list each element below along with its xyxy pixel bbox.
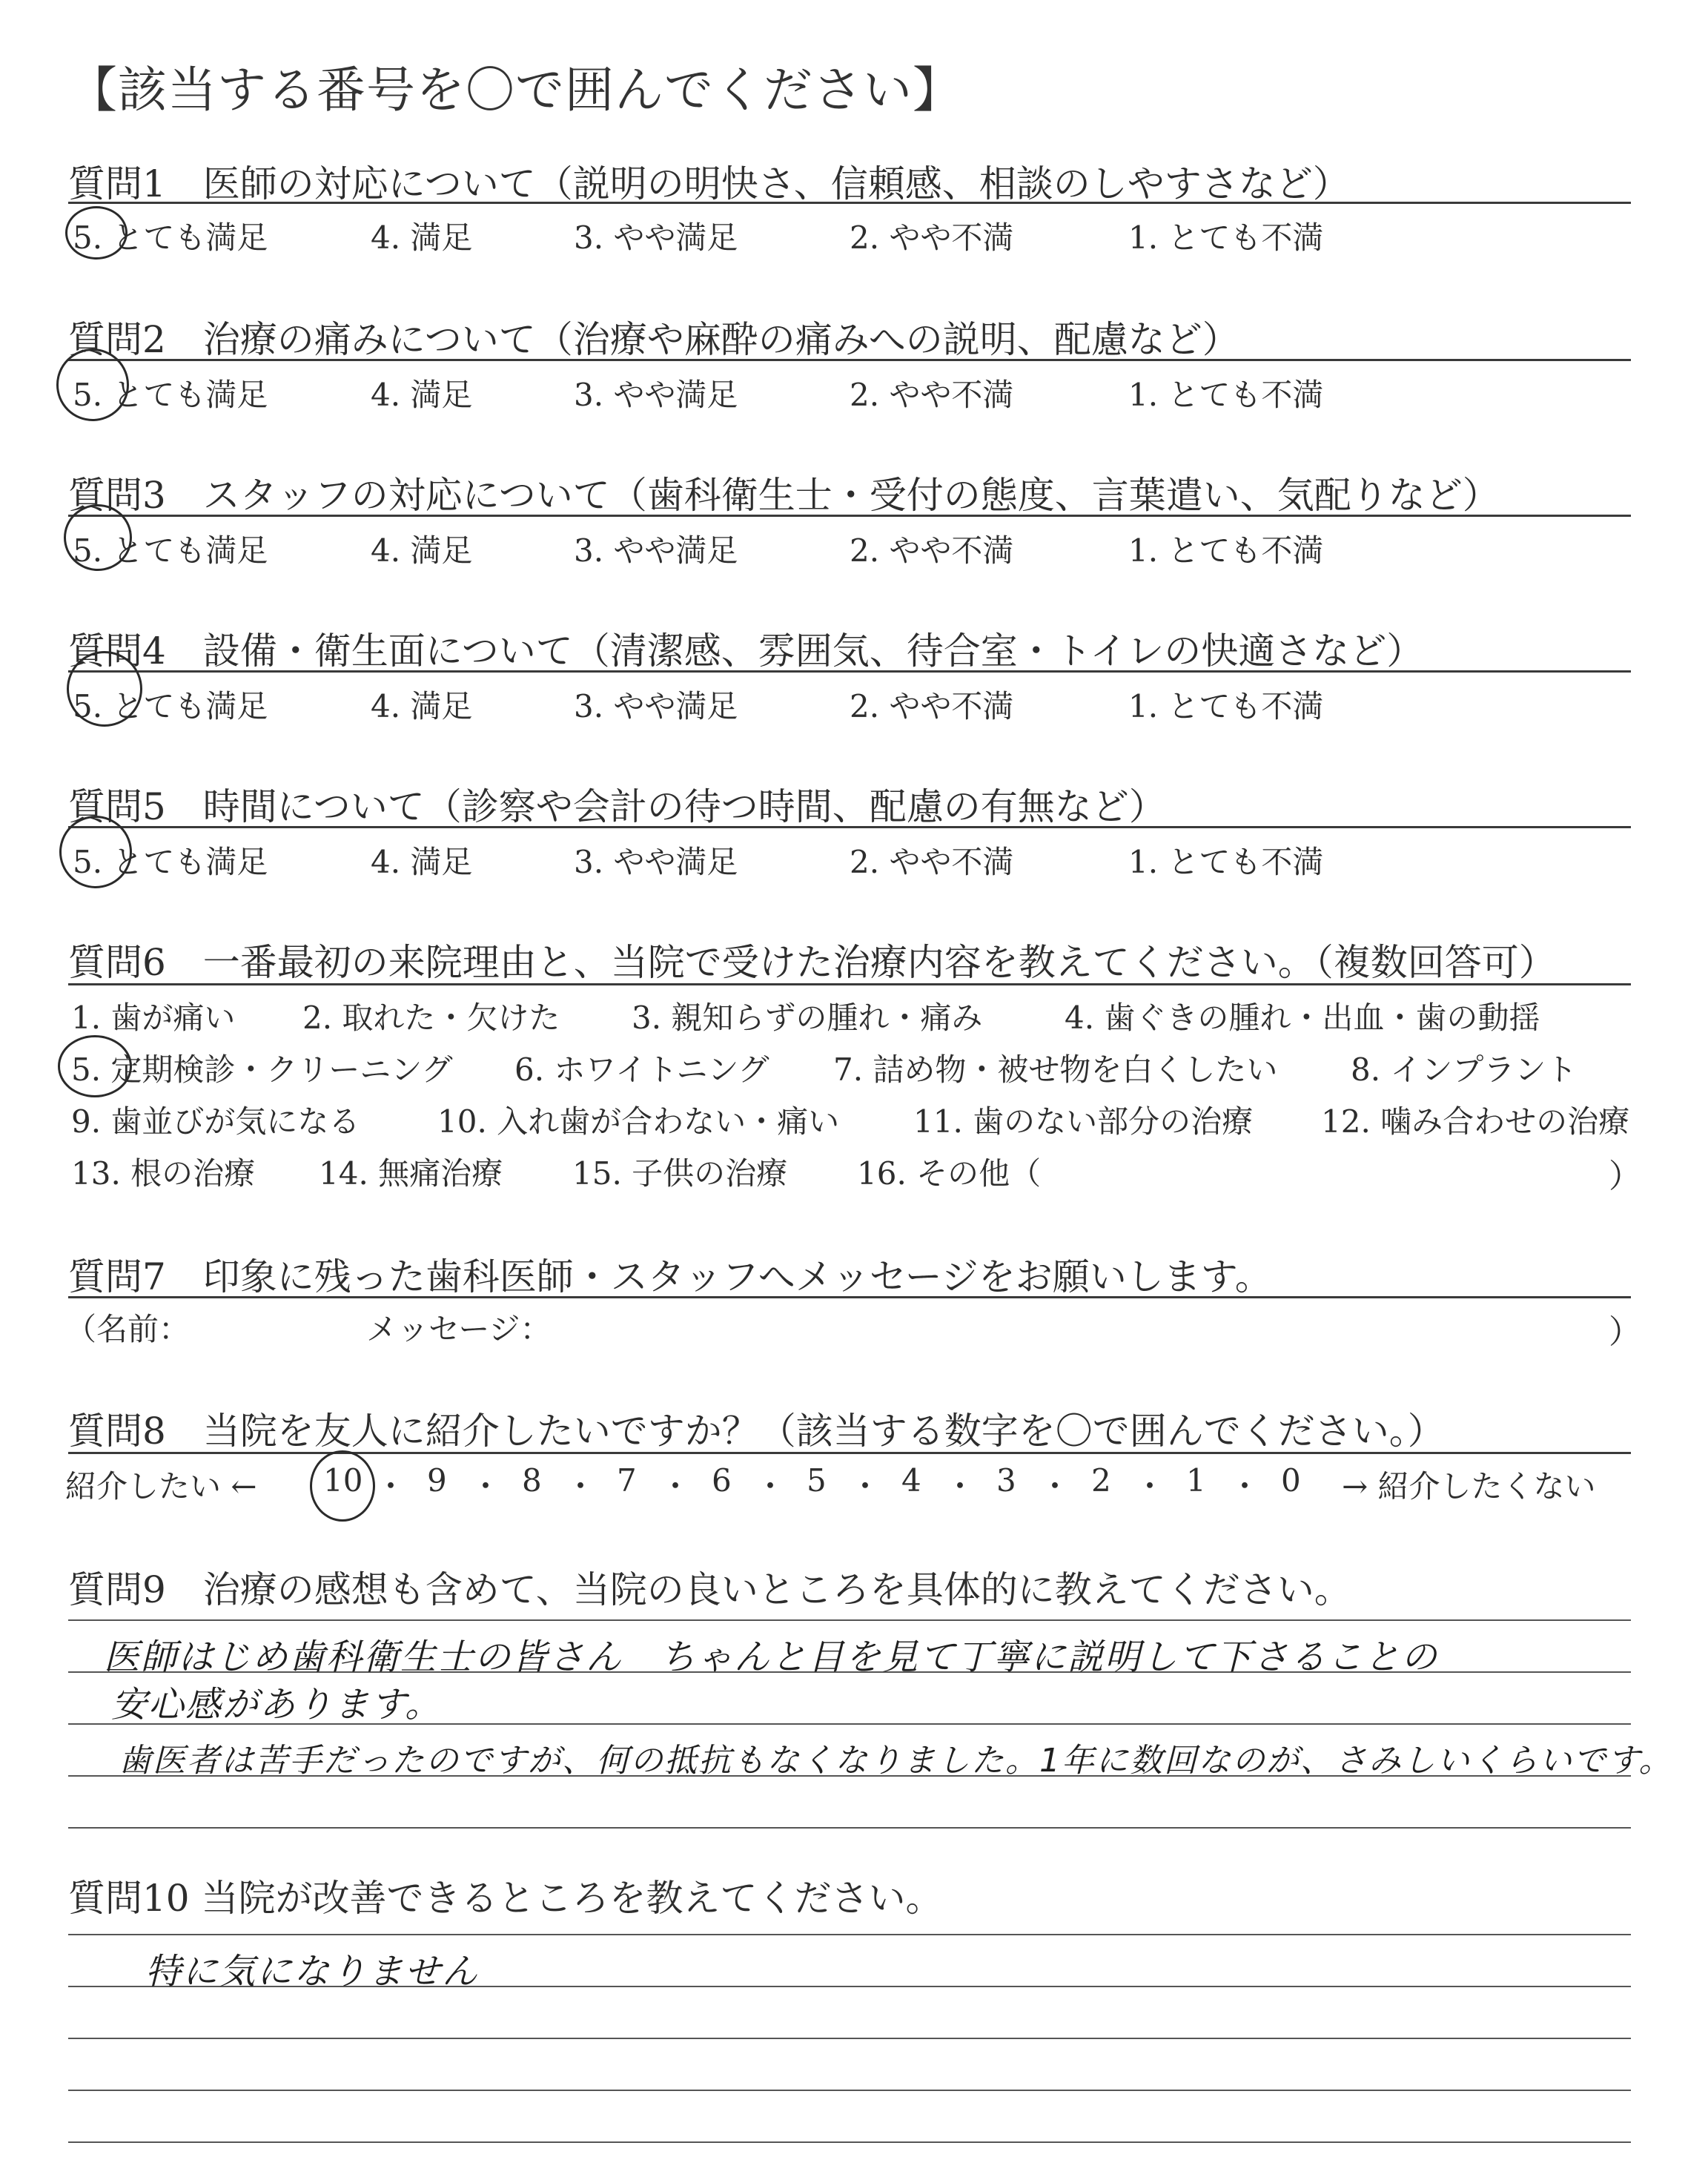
q6-heading: 質問6 一番最初の来院理由と、当院で受けた治療内容を教えてください。（複数回答可） bbox=[68, 941, 1556, 984]
q6-option-15[interactable]: 15. 子供の治療 bbox=[572, 1155, 788, 1192]
q6-option-11[interactable]: 11. 歯のない部分の治療 bbox=[913, 1103, 1254, 1140]
q8-separator-dot: ・ bbox=[1134, 1468, 1166, 1505]
q8-separator-dot: ・ bbox=[1039, 1468, 1071, 1505]
q7-name-label: （名前： bbox=[65, 1311, 191, 1347]
q1-option-3[interactable]: 3. やや満足 bbox=[574, 219, 738, 256]
q2-rule bbox=[68, 359, 1631, 361]
q1-option-1[interactable]: 1. とても不満 bbox=[1128, 219, 1324, 256]
q9-line-1 bbox=[68, 1619, 1631, 1621]
q1-selection-circle bbox=[65, 206, 128, 260]
q3-option-4[interactable]: 4. 満足 bbox=[371, 532, 473, 569]
q8-separator-dot: ・ bbox=[660, 1468, 692, 1505]
q6-option-8[interactable]: 8. インプラント bbox=[1351, 1051, 1578, 1088]
q8-selection-circle bbox=[310, 1450, 375, 1522]
q8-number-8[interactable]: 8 bbox=[522, 1462, 542, 1499]
q10-line-4 bbox=[68, 2090, 1631, 2091]
q1-rule bbox=[68, 202, 1631, 204]
q7-message-label: メッセージ： bbox=[366, 1311, 552, 1347]
q8-left-label: 紹介したい ← bbox=[65, 1468, 257, 1505]
page-title: 【該当する番号を〇で囲んでください】 bbox=[68, 62, 962, 119]
q8-number-10[interactable]: 10 bbox=[323, 1462, 363, 1499]
q8-number-9[interactable]: 9 bbox=[427, 1462, 447, 1499]
q8-right-label: → 紹介したくない bbox=[1342, 1468, 1596, 1505]
q4-rule bbox=[68, 670, 1631, 673]
q4-option-2[interactable]: 2. やや不満 bbox=[850, 688, 1014, 724]
q10-answer-line-1: 特に気になりません bbox=[145, 1951, 480, 1992]
q8-number-5[interactable]: 5 bbox=[807, 1462, 827, 1499]
q8-number-3[interactable]: 3 bbox=[996, 1462, 1016, 1499]
q9-answer-line-2: 安心感があります。 bbox=[111, 1684, 443, 1725]
q6-option-9[interactable]: 9. 歯並びが気になる bbox=[71, 1103, 360, 1140]
q7-close: ） bbox=[1609, 1313, 1641, 1351]
q6-option-16[interactable]: 16. その他（ bbox=[857, 1155, 1042, 1192]
q8-number-2[interactable]: 2 bbox=[1091, 1462, 1111, 1499]
q5-rule bbox=[68, 826, 1631, 828]
q10-line-1 bbox=[68, 1934, 1631, 1935]
q7-rule bbox=[68, 1296, 1631, 1298]
q6-option-13[interactable]: 13. 根の治療 bbox=[71, 1155, 256, 1192]
q8-number-0[interactable]: 0 bbox=[1281, 1462, 1301, 1499]
q2-selection-circle bbox=[56, 349, 129, 421]
q10-line-3 bbox=[68, 2038, 1631, 2039]
q9-answer-line-1: 医師はじめ歯科衛生士の皆さん ちゃんと目を見て丁寧に説明して下さることの bbox=[104, 1636, 1439, 1678]
q9-heading: 質問9 治療の感想も含めて、当院の良いところを具体的に教えてください。 bbox=[68, 1568, 1351, 1611]
q1-option-5[interactable]: 5. とても満足 bbox=[73, 219, 268, 256]
q8-separator-dot: ・ bbox=[565, 1468, 597, 1505]
q1-heading: 質問1 医師の対応について（説明の明快さ、信頼感、相談のしやすさなど） bbox=[68, 162, 1350, 205]
q5-option-5[interactable]: 5. とても満足 bbox=[73, 844, 268, 880]
q4-option-1[interactable]: 1. とても不満 bbox=[1128, 688, 1324, 724]
q6-option-6[interactable]: 6. ホワイトニング bbox=[514, 1051, 769, 1088]
q5-selection-circle bbox=[59, 816, 132, 888]
q6-option-12[interactable]: 12. 噛み合わせの治療 bbox=[1321, 1103, 1630, 1140]
q6-selection-circle bbox=[58, 1035, 132, 1097]
q9-line-5 bbox=[68, 1827, 1631, 1829]
q6-option-5[interactable]: 5. 定期検診・クリーニング bbox=[71, 1051, 453, 1088]
q5-option-2[interactable]: 2. やや不満 bbox=[850, 844, 1014, 880]
q2-option-1[interactable]: 1. とても不満 bbox=[1128, 377, 1324, 413]
q1-option-2[interactable]: 2. やや不満 bbox=[850, 219, 1014, 256]
q8-heading: 質問8 当院を友人に紹介したいですか？（該当する数字を〇で囲んでください。） bbox=[68, 1410, 1445, 1453]
q3-heading: 質問3 スタッフの対応について（歯科衛生士・受付の態度、言葉遣い、気配りなど） bbox=[68, 474, 1500, 517]
q8-separator-dot: ・ bbox=[375, 1468, 407, 1505]
q8-separator-dot: ・ bbox=[755, 1468, 787, 1505]
q8-number-4[interactable]: 4 bbox=[901, 1462, 921, 1499]
q10-heading: 質問10 当院が改善できるところを教えてください。 bbox=[68, 1877, 943, 1920]
q6-option-2[interactable]: 2. 取れた・欠けた bbox=[302, 1000, 560, 1036]
q8-separator-dot: ・ bbox=[470, 1468, 502, 1505]
q2-option-3[interactable]: 3. やや満足 bbox=[574, 377, 738, 413]
q4-option-3[interactable]: 3. やや満足 bbox=[574, 688, 738, 724]
q5-option-1[interactable]: 1. とても不満 bbox=[1128, 844, 1324, 880]
q4-option-4[interactable]: 4. 満足 bbox=[371, 688, 473, 724]
q3-option-3[interactable]: 3. やや満足 bbox=[574, 532, 738, 569]
q5-heading: 質問5 時間について（診察や会計の待つ時間、配慮の有無など） bbox=[68, 785, 1166, 828]
q6-option-10[interactable]: 10. 入れ歯が合わない・痛い bbox=[437, 1103, 840, 1140]
q6-rule bbox=[68, 983, 1631, 985]
q2-option-4[interactable]: 4. 満足 bbox=[371, 377, 473, 413]
q5-option-4[interactable]: 4. 満足 bbox=[371, 844, 473, 880]
q6-option-7[interactable]: 7. 詰め物・被せ物を白くしたい bbox=[833, 1051, 1278, 1088]
q4-heading: 質問4 設備・衛生面について（清潔感、雰囲気、待合室・トイレの快適さなど） bbox=[68, 630, 1424, 673]
q8-separator-dot: ・ bbox=[850, 1468, 881, 1505]
q8-number-1[interactable]: 1 bbox=[1186, 1462, 1206, 1499]
q8-separator-dot: ・ bbox=[944, 1468, 976, 1505]
q8-rule bbox=[68, 1452, 1631, 1454]
q6-option-4[interactable]: 4. 歯ぐきの腫れ・出血・歯の動揺 bbox=[1065, 1000, 1540, 1036]
q6-option-14[interactable]: 14. 無痛治療 bbox=[319, 1155, 503, 1192]
q2-option-5[interactable]: 5. とても満足 bbox=[73, 377, 268, 413]
q1-option-4[interactable]: 4. 満足 bbox=[371, 219, 473, 256]
q8-separator-dot: ・ bbox=[1229, 1468, 1261, 1505]
q8-number-6[interactable]: 6 bbox=[712, 1462, 732, 1499]
q6-option-1[interactable]: 1. 歯が痛い bbox=[71, 1000, 236, 1036]
q3-option-1[interactable]: 1. とても不満 bbox=[1128, 532, 1324, 569]
q2-option-2[interactable]: 2. やや不満 bbox=[850, 377, 1014, 413]
q6-other-close: ） bbox=[1609, 1157, 1641, 1195]
q7-heading: 質問7 印象に残った歯科医師・スタッフへメッセージをお願いします。 bbox=[68, 1255, 1272, 1298]
q3-option-5[interactable]: 5. とても満足 bbox=[73, 532, 268, 569]
q5-option-3[interactable]: 3. やや満足 bbox=[574, 844, 738, 880]
q9-answer-line-3: 歯医者は苦手だったのですが、何の抵抗もなくなりました。1年に数回なのが、さみしいくらいです。 bbox=[119, 1742, 1673, 1780]
q3-rule bbox=[68, 515, 1631, 517]
q10-line-5 bbox=[68, 2141, 1631, 2143]
q4-selection-circle bbox=[67, 651, 142, 727]
q2-heading: 質問2 治療の痛みについて（治療や麻酔の痛みへの説明、配慮など） bbox=[68, 318, 1239, 361]
q8-number-7[interactable]: 7 bbox=[617, 1462, 637, 1499]
q3-option-2[interactable]: 2. やや不満 bbox=[850, 532, 1014, 569]
q4-option-5[interactable]: 5. とても満足 bbox=[73, 688, 268, 724]
q3-selection-circle bbox=[64, 504, 132, 571]
q6-option-3[interactable]: 3. 親知らずの腫れ・痛み bbox=[632, 1000, 983, 1036]
